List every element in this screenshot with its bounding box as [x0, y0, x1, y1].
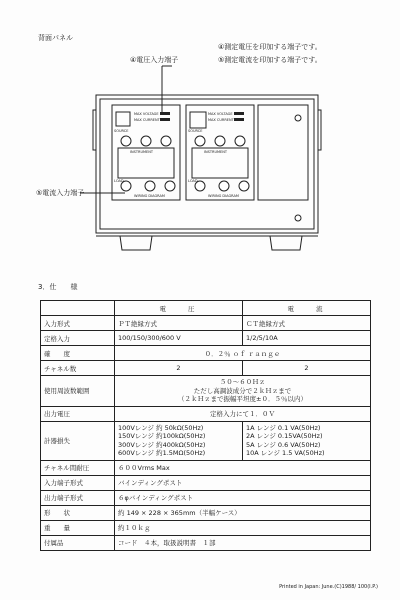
header-voltage: 電 圧 [115, 301, 243, 316]
burden-v-4: 600Vレンジ 約1.5MΩ(50Hz) [118, 449, 206, 457]
row-label: 形 状 [41, 505, 115, 520]
source-label-left: SOURCE [114, 129, 129, 133]
max-current-label-left: MAX CURRENT [134, 118, 160, 122]
row-label: 計器損失 [41, 421, 115, 460]
row-label: 入力端子形式 [41, 475, 115, 490]
row-label: 重 量 [41, 520, 115, 535]
freq-line-2: ただし高調波成分で２ｋＨｚまで [193, 386, 292, 395]
cell-span: 定格入力にて１．０Ｖ [115, 406, 371, 421]
burden-c-4: 10A レンジ 1.5 VA(50Hz) [246, 449, 325, 457]
cell-current [243, 421, 371, 460]
max-voltage-label-left: MAX VOLTAGE [134, 112, 159, 116]
table-row [41, 490, 371, 505]
table-row [41, 346, 371, 361]
cell-span: 約 149 × 228 × 365mm（半幅ケース） [115, 505, 371, 520]
cell-span [115, 376, 371, 407]
freq-line-3: （２ｋＨｚまで振幅平坦度±０．５％以内） [178, 395, 307, 403]
cell-current: 1/2/5/10A [243, 331, 371, 346]
load-label-right: LOAD [188, 179, 198, 183]
burden-v-2: 150Vレンジ 約100kΩ(50Hz) [118, 432, 206, 440]
row-label: チャネル間耐圧 [41, 460, 115, 475]
table-row [41, 475, 371, 490]
burden-v-1: 100Vレンジ 約 50kΩ(50Hz) [118, 423, 204, 432]
cell-span: ６００Vrms Max [115, 460, 371, 475]
row-label: 定格入力 [41, 331, 115, 346]
cell-span: 約１０ｋｇ [115, 520, 371, 535]
table-row [41, 535, 371, 550]
instrument-label-left: INSTRUMENT [130, 150, 153, 154]
table-row [41, 316, 371, 331]
cell-span: ０．２％ ｏｆ ｒａｎｇｅ [115, 346, 371, 361]
burden-c-3: 5A レンジ 0.6 VA(50Hz) [246, 440, 321, 449]
cell-span: バインディングポスト [115, 475, 371, 490]
cell-span: ６φバインディングポスト [115, 490, 371, 505]
table-row [41, 460, 371, 475]
table-header-row [41, 301, 371, 316]
instrument-label-right: INSTRUMENT [204, 150, 227, 154]
cell-voltage: ＰＴ絶縁方式 [115, 316, 243, 331]
cell-voltage [115, 421, 243, 460]
row-label: 確 度 [41, 346, 115, 361]
print-footer: Printed in Japan: June.(C)1988/ 100(I.P.) [279, 584, 378, 590]
header-blank [41, 301, 115, 316]
table-row [41, 361, 371, 376]
spec-table [40, 300, 371, 551]
freq-line-1: ５０～６０Ｈｚ [219, 378, 266, 386]
cell-voltage: 2 [115, 361, 243, 376]
cell-voltage: 100/150/300/600 V [115, 331, 243, 346]
table-row [41, 505, 371, 520]
row-label: チャネル数 [41, 361, 115, 376]
burden-c-2: 2A レンジ 0.15VA(50Hz) [246, 432, 323, 440]
max-current-label-right: MAX CURRENT [208, 118, 234, 122]
load-label-left: LOAD [114, 179, 124, 183]
source-label-right: SOURCE [188, 129, 203, 133]
row-label: 出力端子形式 [41, 490, 115, 505]
wiring-label-right: WIRING DIAGRAM [208, 194, 239, 198]
table-row [41, 406, 371, 421]
cell-span: コード ４本，取扱説明書 １部 [115, 535, 371, 550]
burden-v-3: 300Vレンジ 約400kΩ(50Hz) [118, 440, 206, 449]
callout-current-description: ⑤測定電流を印加する端子です。 [218, 56, 322, 64]
callout-voltage-description: ④測定電圧を印加する端子です。 [218, 43, 322, 51]
table-row [41, 520, 371, 535]
callout-current-label: ⑤電流入力端子 [36, 189, 85, 197]
row-label: 付属品 [41, 535, 115, 550]
wiring-label-left: WIRING DIAGRAM [134, 194, 165, 198]
cell-current: ＣＴ絶縁方式 [243, 316, 371, 331]
row-label: 入力形式 [41, 316, 115, 331]
rear-panel-diagram [0, 0, 400, 280]
callout-voltage-label: ④電圧入力端子 [130, 56, 179, 64]
page-heading: 背面パネル [38, 34, 73, 42]
header-current: 電 流 [243, 301, 371, 316]
row-label: 使用周波数範囲 [41, 376, 115, 407]
cell-current: 2 [243, 361, 371, 376]
max-voltage-label-right: MAX VOLTAGE [208, 112, 233, 116]
row-label: 出力電圧 [41, 406, 115, 421]
table-row [41, 376, 371, 407]
burden-c-1: 1A レンジ 0.1 VA(50Hz) [246, 423, 321, 432]
table-row [41, 331, 371, 346]
spec-section-title: 3．仕 様 [38, 283, 78, 291]
table-row [41, 421, 371, 460]
